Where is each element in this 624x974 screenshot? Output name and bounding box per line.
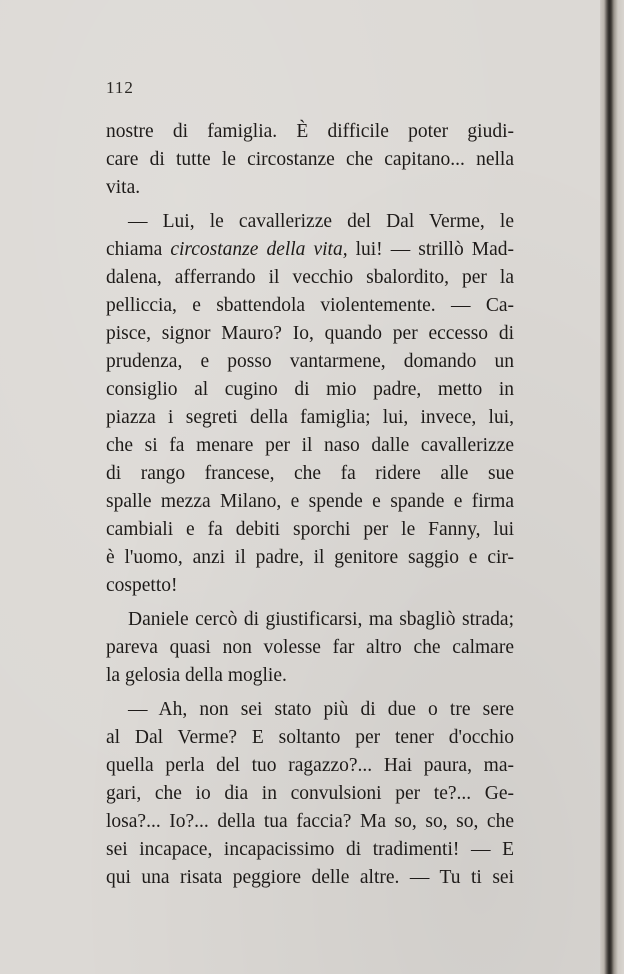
page-edge-binding (600, 0, 624, 974)
text-line: cospetto! (106, 575, 178, 596)
paragraph (106, 118, 514, 202)
text-line: pareva quasi non volesse far altro che calmare (106, 637, 514, 658)
text-line: consiglio al cugino di mio padre, metto in (106, 379, 514, 400)
text-line: pelliccia, e sbattendola violentemente. — Ca- (106, 295, 514, 316)
text-line: dalena, afferrando il vecchio sbalordito, per la (106, 267, 514, 288)
italic-text: circostanze della vita, (170, 239, 348, 260)
text-line: prudenza, e posso vantarmene, domando un (106, 351, 514, 372)
paragraph (106, 606, 514, 690)
text-line: vita. (106, 177, 141, 198)
text-line: che si fa menare per il naso dalle cavallerizze (106, 435, 514, 456)
text-line: losa?... Io?... della tua faccia? Ma so, so, so, che (106, 811, 514, 832)
text-line: chiama circostanze della vita, lui! — strillò Mad- (106, 239, 514, 260)
text-line: è l'uomo, anzi il padre, il genitore saggio e cir- (106, 547, 514, 568)
text-line: quella perla del tuo ragazzo?... Hai paura, ma- (106, 755, 514, 776)
text-line: nostre di famiglia. È difficile poter giudi- (106, 121, 514, 142)
text-line: di rango francese, che fa ridere alle sue (106, 463, 514, 484)
text-line: care di tutte le circostanze che capitano... nella (106, 149, 514, 170)
text-line: qui una risata peggiore delle altre. — Tu ti sei (106, 867, 514, 888)
body-text (106, 118, 514, 892)
text-line: Daniele cercò di giustificarsi, ma sbagliò strada; (128, 609, 514, 630)
text-line: — Lui, le cavallerizze del Dal Verme, le (128, 211, 514, 232)
text-line: — Ah, non sei stato più di due o tre sere (128, 699, 514, 720)
text-line: pisce, signor Mauro? Io, quando per eccesso di (106, 323, 514, 344)
paragraph (106, 696, 514, 892)
text-line: piazza i segreti della famiglia; lui, invece, lui, (106, 407, 514, 428)
text-line: al Dal Verme? E soltanto per tener d'occhio (106, 727, 514, 748)
text-line: sei incapace, incapacissimo di tradimenti! — E (106, 839, 514, 860)
text-line: gari, che io dia in convulsioni per te?... Ge- (106, 783, 514, 804)
page-number: 112 (106, 78, 134, 97)
text-line: la gelosia della moglie. (106, 665, 287, 686)
paragraph (106, 208, 514, 600)
text-line: spalle mezza Milano, e spende e spande e firma (106, 491, 514, 512)
text-line: cambiali e fa debiti sporchi per le Fanny, lui (106, 519, 514, 540)
